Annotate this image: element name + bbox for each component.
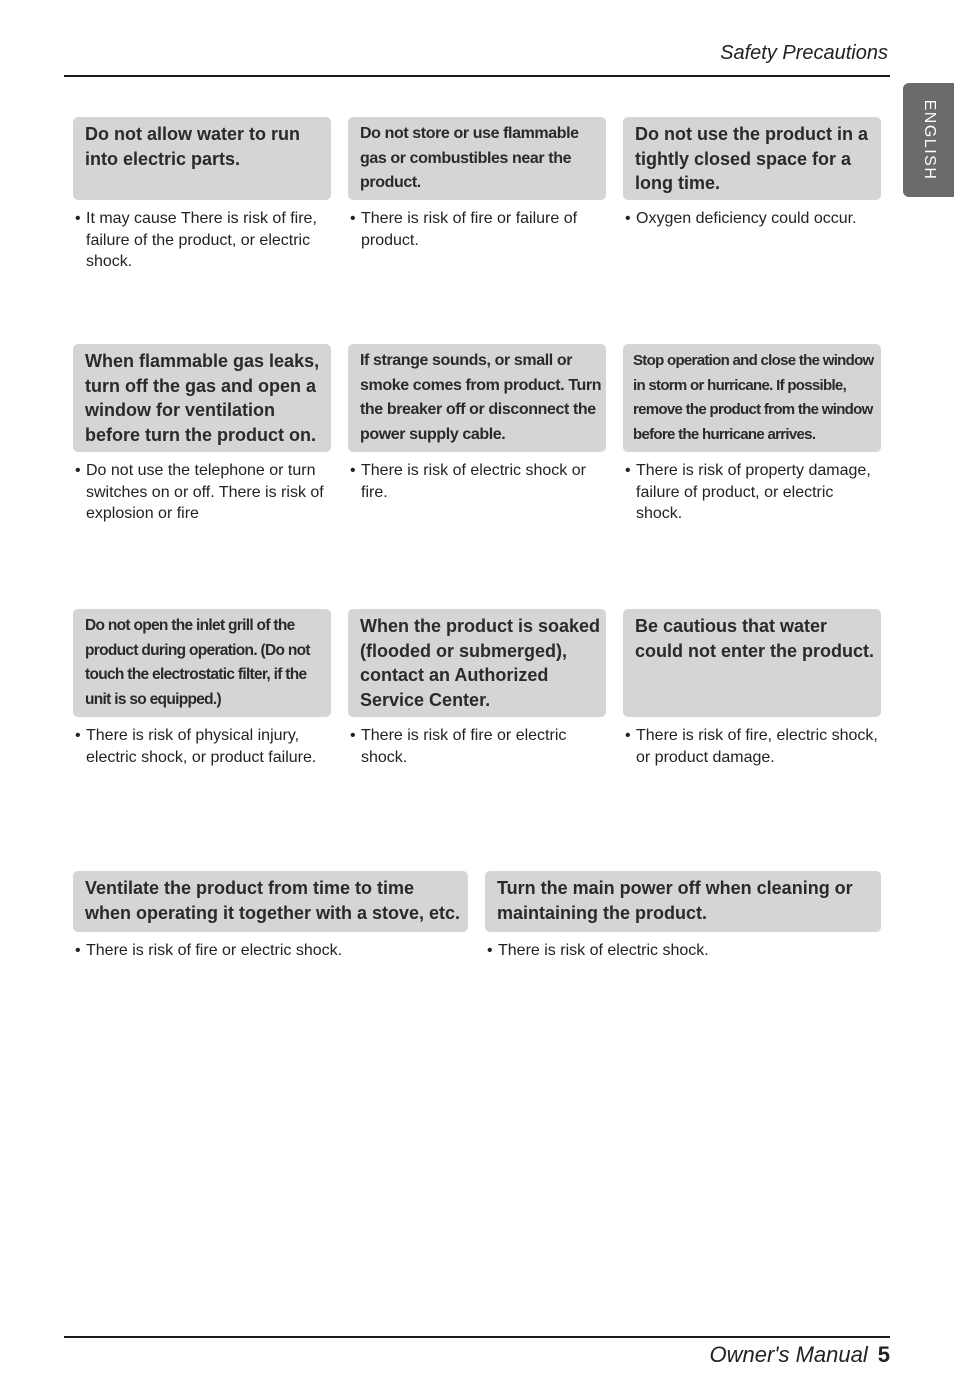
- precaution-card: [348, 117, 606, 251]
- precaution-note: [73, 460, 331, 525]
- precaution-note: [73, 208, 331, 273]
- precaution-note-text: There is risk of fire or failure of product.: [361, 210, 578, 249]
- section-title: Safety Precautions: [720, 42, 888, 64]
- precaution-heading: Do not open the inlet grill of the product during operation. (Do not touch the electrostatic filter, if the unit is so equipped.): [73, 609, 331, 717]
- precaution-note-text: Oxygen deficiency could occur.: [636, 210, 857, 227]
- precaution-card: [73, 344, 331, 525]
- precaution-note: [348, 208, 606, 251]
- bullet-icon: •: [487, 942, 493, 959]
- bullet-icon: •: [350, 462, 356, 479]
- precaution-card: [73, 609, 331, 768]
- precaution-card: [348, 609, 606, 768]
- precaution-note-text: There is risk of fire or electric shock.: [86, 942, 343, 959]
- precaution-heading: Be cautious that water could not enter the product.: [623, 609, 881, 717]
- precaution-note-text: There is risk of electric shock.: [498, 942, 709, 959]
- precaution-note: [623, 460, 881, 525]
- page-footer: [709, 1342, 890, 1368]
- bullet-icon: •: [75, 727, 81, 744]
- page-number: 5: [877, 1342, 890, 1367]
- precaution-heading: When the product is soaked (flooded or submerged), contact an Authorized Service Center.: [348, 609, 606, 717]
- bullet-icon: •: [75, 942, 81, 959]
- precaution-heading: Ventilate the product from time to time when operating it together with a stove, etc.: [73, 871, 468, 932]
- precaution-card: [485, 871, 881, 962]
- bullet-icon: •: [350, 727, 356, 744]
- precaution-note-text: It may cause There is risk of fire, failure of the product, or electric shock.: [86, 210, 317, 270]
- header-rule: [64, 75, 890, 77]
- bullet-icon: •: [625, 462, 631, 479]
- bullet-icon: •: [625, 210, 631, 227]
- precaution-heading: Turn the main power off when cleaning or maintaining the product.: [485, 871, 881, 932]
- precaution-heading: Do not use the product in a tightly closed space for a long time.: [623, 117, 881, 200]
- language-tab: [903, 83, 954, 197]
- precaution-heading: When flammable gas leaks, turn off the gas and open a window for ventilation before turn the product on.: [73, 344, 331, 452]
- language-tab-label: ENGLISH: [920, 99, 938, 181]
- precaution-card: [348, 344, 606, 503]
- precaution-note: [73, 725, 331, 768]
- precaution-card: [73, 871, 468, 962]
- bullet-icon: •: [75, 462, 81, 479]
- manual-label: Owner's Manual: [709, 1342, 868, 1367]
- precaution-note-text: There is risk of property damage, failure of product, or electric shock.: [636, 462, 871, 522]
- bullet-icon: •: [75, 210, 81, 227]
- precaution-note-text: Do not use the telephone or turn switches on or off. There is risk of explosion or fire: [86, 462, 324, 522]
- precaution-heading: If strange sounds, or small or smoke comes from product. Turn the breaker off or disconnect the power supply cable.: [348, 344, 606, 452]
- precaution-note-text: There is risk of electric shock or fire.: [361, 462, 586, 501]
- precaution-note: [348, 725, 606, 768]
- precaution-note-text: There is risk of fire, electric shock, or product damage.: [636, 727, 878, 766]
- bullet-icon: •: [625, 727, 631, 744]
- precaution-note: [485, 940, 881, 962]
- precaution-note-text: There is risk of fire or electric shock.: [361, 727, 567, 766]
- precaution-note: [623, 725, 881, 768]
- precaution-note: [348, 460, 606, 503]
- precaution-card: [623, 344, 881, 525]
- precaution-card: [623, 117, 881, 230]
- precaution-heading: Do not allow water to run into electric parts.: [73, 117, 331, 200]
- precaution-note: [73, 940, 468, 962]
- precaution-heading: Do not store or use flammable gas or combustibles near the product.: [348, 117, 606, 200]
- footer-rule: [64, 1336, 890, 1338]
- bullet-icon: •: [350, 210, 356, 227]
- precaution-heading: Stop operation and close the window in storm or hurricane. If possible, remove the product from the window before the hurricane arrives.: [623, 344, 881, 452]
- precaution-card: [623, 609, 881, 768]
- precaution-card: [73, 117, 331, 273]
- precaution-note: [623, 208, 881, 230]
- precaution-note-text: There is risk of physical injury, electric shock, or product failure.: [86, 727, 317, 766]
